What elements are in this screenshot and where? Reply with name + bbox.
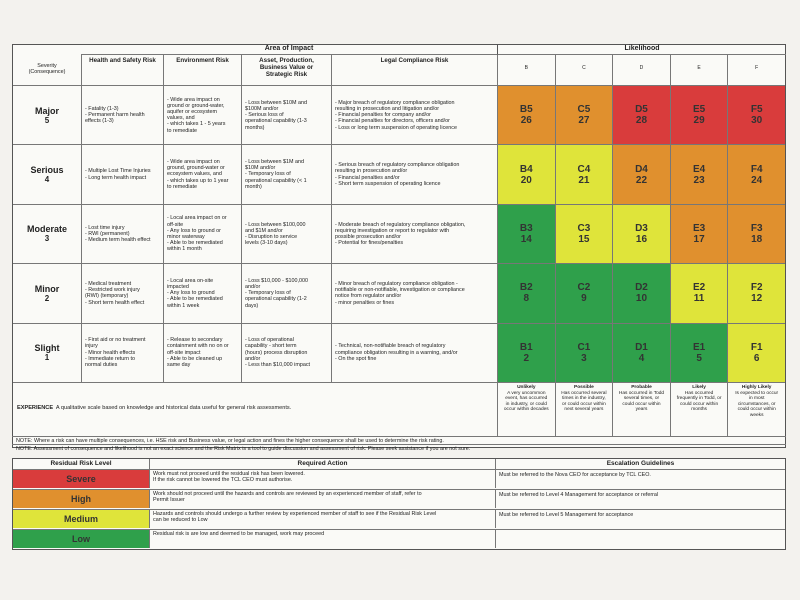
severity-row-slight: [13, 323, 497, 382]
risk-cell-code: F2: [750, 282, 763, 294]
likelihood-desc-likely: [670, 382, 728, 437]
risk-cell-code: D3: [635, 222, 648, 234]
risk-cell-score: 15: [578, 233, 590, 245]
severity-name: Moderate: [26, 224, 67, 235]
desc-text: - Local area impact on or off-site - Any loss to ground or minor waterway - Able to be remediated within 1 month: [167, 215, 227, 253]
likelihood-desc-text: Has occurred several times in the industry, or could occur within next several years: [561, 390, 607, 413]
likelihood-desc-title: Possible: [574, 385, 594, 390]
risk-cell-f3: [727, 204, 785, 263]
severity-number: 2: [44, 293, 50, 303]
risk-cell-d2: [612, 263, 670, 322]
required-action: Work should not proceed until the hazards and controls are reviewed by an experienced member of staff, refer to Permit Issuer: [149, 490, 495, 508]
note-multiple-consequences: NOTE: Where a risk can have multiple consequences, i.e. HSE risk and Business value, or legal action and fines the higher consequence shall be used to determine the risk rating.: [12, 436, 786, 445]
risk-cell-score: 29: [693, 115, 705, 127]
escalation-header: Escalation Guidelines: [495, 459, 785, 469]
severity-name: Serious: [30, 165, 64, 176]
likelihood-desc-title: Unlikely: [517, 385, 536, 390]
risk-cell-code: D5: [635, 104, 648, 116]
desc-text: - Release to secondary containment with no on or off-site impact - Able to be cleaned up same day: [167, 337, 229, 369]
desc-health: [81, 264, 163, 322]
col-asset: Asset, Production, Business Value or Strategic Risk: [241, 55, 331, 85]
severity-row-moderate: [13, 204, 497, 263]
residual-row-medium: [13, 509, 785, 528]
risk-cell-code: E1: [692, 341, 706, 353]
risk-cell-code: E2: [692, 282, 706, 294]
risk-cell-e1: [670, 323, 728, 382]
desc-text: - Loss between $10M and $100M and/or - Serious loss of operational capability (1-3 months): [245, 99, 308, 131]
severity-name: Major: [34, 105, 59, 116]
risk-cell-f1: [727, 323, 785, 382]
escalation-guideline: Must be referred to Level 4 Management for acceptance or referral: [495, 490, 785, 508]
desc-health: [81, 324, 163, 382]
desc-asset: [241, 86, 331, 144]
desc-legal: [331, 145, 497, 203]
severity-label-major: [13, 86, 81, 144]
risk-cell-b5: [497, 85, 555, 144]
risk-cell-code: D2: [635, 282, 648, 294]
risk-cell-code: B2: [519, 282, 533, 294]
desc-text: - Minor breach of regulatory compliance obligation - notifiable or non-notifiable, investigation or compliance notice from regulator and/or - minor penalties or fines: [335, 280, 465, 306]
desc-environment: [163, 205, 241, 263]
risk-cell-b1: [497, 323, 555, 382]
risk-cell-code: E3: [692, 222, 706, 234]
likelihood-col-b: B: [497, 55, 555, 85]
likelihood-desc-text: Has occurred frequently in Todd, or could occur within months: [676, 390, 722, 413]
escalation-guideline: Must be referred to Level 5 Management for acceptance: [495, 510, 785, 528]
residual-row-high: [13, 489, 785, 508]
desc-text: - Technical, non-notifiable breach of regulatory compliance obligation resulting in a warning, and/or - On the spot fine: [335, 343, 458, 362]
risk-cell-c3: [555, 204, 613, 263]
severity-label-minor: [13, 264, 81, 322]
desc-text: - Moderate breach of regulatory compliance obligation, requiring investigation or report to regulator with possible prosecution and/or - Potential for fines/penalties: [335, 221, 466, 247]
likelihood-desc-title: Highly Likely: [741, 385, 772, 390]
risk-cell-score: 27: [578, 115, 590, 127]
likelihood-col-f: F: [727, 55, 785, 85]
risk-cell-score: 20: [520, 174, 532, 186]
severity-label-moderate: [13, 205, 81, 263]
required-action: Work must not proceed until the residual risk has been lowered. If the risk cannot be lowered the TCL CEO must authorise.: [149, 470, 495, 488]
risk-cell-c5: [555, 85, 613, 144]
desc-asset: [241, 145, 331, 203]
desc-text: - Loss $10,000 - $100,000 and/or - Temporary loss of operational capability (1-2 days): [245, 277, 308, 309]
desc-legal: [331, 205, 497, 263]
residual-level-header: Residual Risk Level: [50, 460, 112, 467]
desc-text: - Loss of operational capability - short term (hours) process disruption and/or - Less than $10,000 impact: [245, 337, 311, 369]
residual-level-medium: Medium: [13, 510, 149, 528]
residual-risk-table: [12, 458, 786, 550]
risk-cell-score: 12: [751, 293, 763, 305]
escalation-guideline: Must be referred to the Nova CEO for acceptance by TCL CEO.: [495, 470, 785, 488]
risk-cell-e5: [670, 85, 728, 144]
risk-cell-d1: [612, 323, 670, 382]
severity-label: Severity (Consequence): [28, 63, 66, 75]
desc-environment: [163, 145, 241, 203]
likelihood-desc-title: Likely: [692, 385, 706, 390]
risk-cell-b4: [497, 144, 555, 203]
col-environment: Environment Risk: [163, 55, 241, 85]
severity-name: Slight: [34, 343, 60, 354]
likelihood-header: Likelihood: [497, 45, 786, 55]
severity-row-minor: [13, 263, 497, 322]
likelihood-col-d: D: [612, 55, 670, 85]
desc-text: - Medical treatment - Restricted work injury (RWI) (temporary) - Short term health effect: [85, 280, 145, 306]
residual-row-severe: [13, 469, 785, 488]
severity-number: 4: [44, 175, 50, 185]
severity-label-slight: [13, 324, 81, 382]
risk-cell-score: 24: [751, 174, 763, 186]
desc-text: - Fatality (1-3) - Permanent harm health effects (1-3): [85, 105, 145, 125]
risk-cell-score: 22: [635, 174, 648, 186]
risk-cell-score: 28: [635, 115, 648, 127]
risk-cell-score: 8: [523, 293, 530, 305]
desc-text: - Local area on-site impacted - Any loss to ground - Able to be remediated within 1 week: [167, 277, 223, 309]
risk-cell-e3: [670, 204, 728, 263]
risk-cell-code: F3: [750, 222, 763, 234]
risk-cell-f5: [727, 85, 785, 144]
likelihood-desc-title: Probable: [631, 385, 652, 390]
desc-asset: [241, 264, 331, 322]
risk-cell-code: F5: [750, 104, 763, 116]
risk-cell-score: 2: [523, 352, 530, 364]
risk-cell-c4: [555, 144, 613, 203]
severity-number: 5: [44, 115, 50, 125]
experience-note: EXPERIENCE A qualitative scale based on knowledge and historical data useful for general risk assessments.: [13, 382, 497, 437]
desc-text: - Lost time injury - RWI (permanent) - Medium term health effect: [85, 224, 151, 244]
risk-cell-code: D4: [635, 163, 648, 175]
desc-legal: [331, 324, 497, 382]
risk-matrix-table: [12, 44, 786, 448]
risk-cell-d5: [612, 85, 670, 144]
risk-cell-score: 5: [696, 352, 702, 364]
likelihood-desc-text: Has occurred in Todd several times, or could occur within years: [618, 390, 665, 413]
severity-row-major: [13, 85, 497, 144]
likelihood-col-e: E: [670, 55, 728, 85]
risk-cell-code: B4: [519, 163, 533, 175]
risk-cell-score: 9: [581, 293, 587, 305]
risk-cell-score: 21: [578, 174, 590, 186]
risk-cell-score: 17: [693, 233, 705, 245]
likelihood-desc-text: A very uncommon event, has occurred in industry, or could occur within decades: [503, 390, 549, 413]
risk-cell-code: E4: [692, 163, 706, 175]
risk-cell-b2: [497, 263, 555, 322]
desc-environment: [163, 86, 241, 144]
risk-cell-code: B1: [519, 341, 533, 353]
risk-cell-code: F4: [750, 163, 763, 175]
required-action: Hazards and controls should undergo a further review by experienced member of staff to see if the Residual Risk Level can be reduced to Low: [149, 510, 495, 528]
risk-cell-f4: [727, 144, 785, 203]
severity-number: 3: [44, 234, 50, 244]
severity-label-serious: [13, 145, 81, 203]
risk-cell-code: C4: [577, 163, 591, 175]
desc-legal: [331, 264, 497, 322]
likelihood-desc-text: Is expected to occur in most circumstances, or could occur within weeks: [735, 390, 779, 418]
risk-cell-f2: [727, 263, 785, 322]
area-of-impact-header: Area of Impact: [81, 45, 497, 55]
risk-cell-code: B3: [519, 222, 533, 234]
residual-level-low: Low: [13, 530, 149, 548]
risk-cell-d3: [612, 204, 670, 263]
risk-cell-score: 26: [520, 115, 532, 127]
severity-number: 1: [44, 353, 50, 363]
risk-cell-code: E5: [692, 104, 706, 116]
likelihood-desc-probable: [612, 382, 670, 437]
desc-health: [81, 145, 163, 203]
desc-text: - Multiple Lost Time Injuries - Long term health impact: [85, 168, 151, 181]
residual-row-low: [13, 529, 785, 548]
risk-cell-code: C3: [577, 222, 591, 234]
risk-cell-score: 23: [693, 174, 705, 186]
desc-text: - Wide area impact on ground or ground-water, aquifer or ecosystem values, and - which takes 1 - 5 years to remediate: [167, 96, 226, 134]
risk-cell-d4: [612, 144, 670, 203]
risk-cell-score: 10: [635, 293, 648, 305]
risk-cell-b3: [497, 204, 555, 263]
desc-environment: [163, 264, 241, 322]
desc-text: - Loss between $100,000 and $1M and/or - Disruption to service levels (3-10 days): [245, 221, 306, 247]
likelihood-col-c: C: [555, 55, 613, 85]
risk-cell-score: 30: [751, 115, 763, 127]
residual-level-severe: Severe: [13, 470, 149, 488]
risk-cell-code: C1: [577, 341, 591, 353]
risk-cell-c1: [555, 323, 613, 382]
risk-cell-score: 4: [638, 352, 645, 364]
risk-cell-code: D1: [635, 341, 648, 353]
risk-cell-code: C2: [577, 282, 591, 294]
desc-health: [81, 86, 163, 144]
desc-health: [81, 205, 163, 263]
desc-asset: [241, 324, 331, 382]
desc-text: - Major breach of regulatory compliance obligation resulting in prosecution and litigation and/or - Financial penalties for company and/or - Financial penalties for directors, officers and/or - Loss or long term suspension of operating licence: [335, 99, 457, 131]
desc-text: - Serious breach of regulatory compliance obligation resulting in prosecution and/or - Financial penalties and/or - Short term suspension of operating licence: [335, 162, 460, 187]
risk-cell-e2: [670, 263, 728, 322]
desc-legal: [331, 86, 497, 144]
severity-name: Minor: [34, 283, 60, 294]
risk-cell-code: B5: [519, 104, 533, 116]
likelihood-desc-unlikely: [497, 382, 555, 437]
risk-cell-score: 16: [635, 233, 648, 245]
risk-cell-code: F1: [750, 341, 763, 353]
residual-level-high: High: [13, 490, 149, 508]
desc-text: - Wide area impact on ground, ground-water or ecosystem values, and - which takes up to 1 year to remediate: [167, 159, 229, 190]
escalation-guideline: [495, 530, 785, 548]
required-action-header: Required Action: [149, 459, 495, 469]
risk-cell-c2: [555, 263, 613, 322]
likelihood-desc-highly-likely: [727, 382, 785, 437]
col-health-safety: Health and Safety Risk: [81, 55, 163, 85]
likelihood-desc-possible: [555, 382, 613, 437]
risk-cell-e4: [670, 144, 728, 203]
desc-text: - First aid or no treatment injury - Minor health effects - Immediate return to normal duties: [85, 337, 146, 369]
risk-cell-score: 3: [581, 352, 587, 364]
risk-cell-score: 14: [520, 233, 532, 245]
risk-matrix-sheet: [12, 44, 786, 592]
severity-row-serious: [13, 144, 497, 203]
desc-text: - Loss between $1M and $10M and/or - Temporary loss of operational capability (< 1 month): [245, 159, 307, 190]
risk-cell-score: 11: [693, 293, 705, 305]
required-action: Residual risk is are low and deemed to be managed, work may proceed: [149, 530, 495, 548]
risk-cell-score: 6: [753, 352, 760, 364]
risk-cell-code: C5: [577, 104, 591, 116]
risk-cell-score: 18: [751, 233, 763, 245]
desc-asset: [241, 205, 331, 263]
desc-environment: [163, 324, 241, 382]
note-assessment: NOTE: Assessment of consequence and likelihood is not an exact science and the Risk Matrix is a tool to guide discussion and assessment of risk. Please seek assistance if you are not sure.: [12, 444, 786, 453]
col-legal: Legal Compliance Risk: [331, 55, 497, 85]
